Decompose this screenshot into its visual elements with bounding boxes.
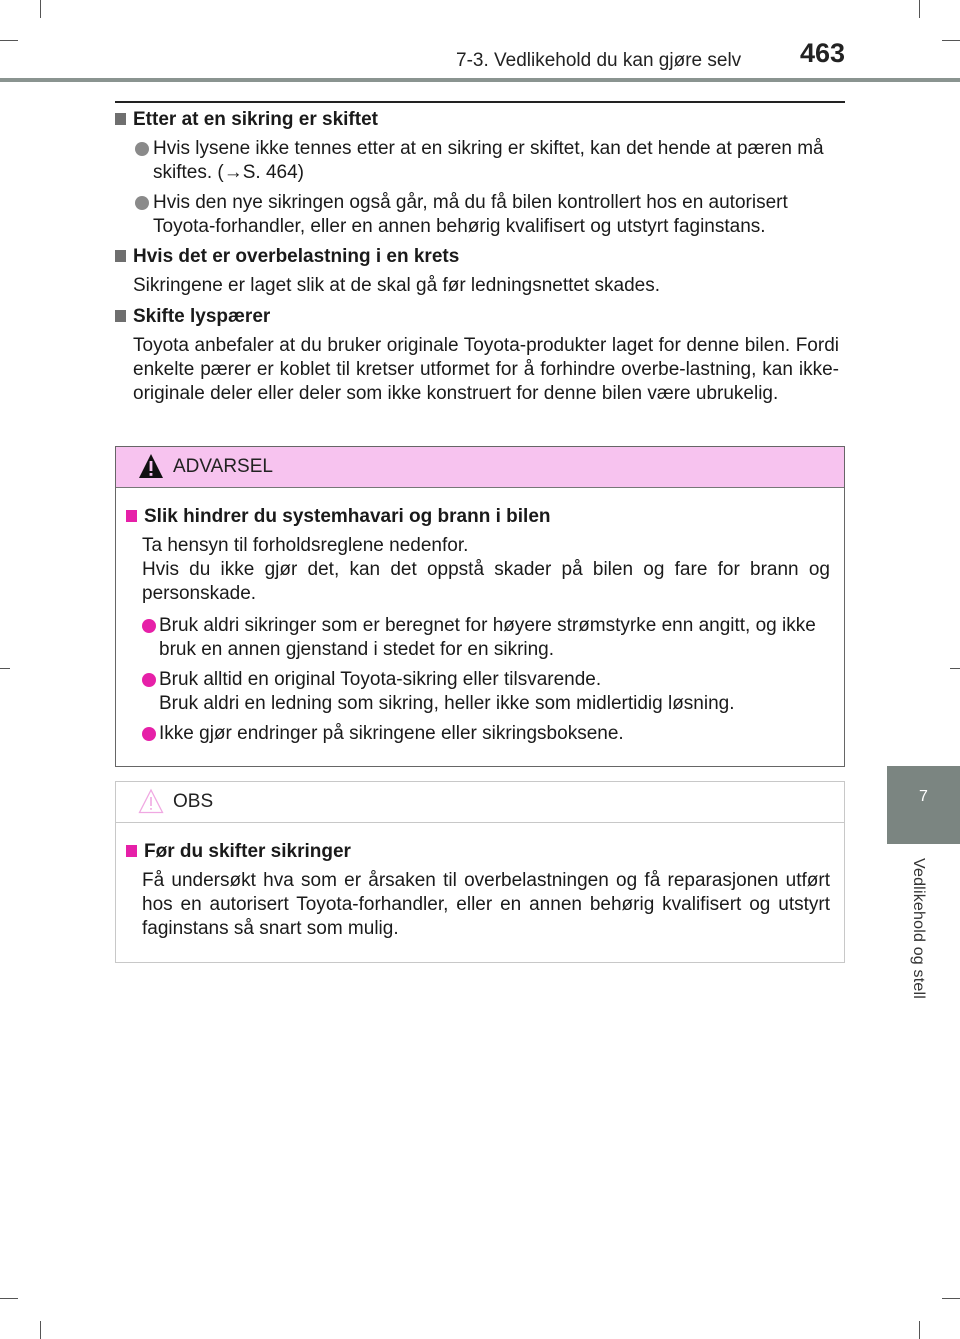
notice-box-header (116, 782, 844, 823)
circle-bullet-icon (135, 142, 149, 156)
crop-mark (942, 1298, 960, 1299)
chapter-tab (887, 766, 960, 844)
page-number: 463 (800, 38, 846, 68)
circle-bullet-icon (135, 196, 149, 210)
notice-box (115, 781, 845, 963)
notice-triangle-icon (138, 788, 164, 814)
circle-bullet-icon (142, 727, 156, 741)
warning-intro: Ta hensyn til forholdsreglene nedenfor. Hvis du ikke gjør det, kan det oppstå skader på bilen og fare for brann og personskade. (142, 535, 830, 604)
warning-triangle-icon (138, 453, 164, 479)
square-bullet-icon (115, 310, 126, 322)
notice-box-body (116, 823, 844, 941)
crop-mark (919, 0, 920, 18)
main-content (115, 108, 845, 413)
section-heading: Hvis det er overbelastning i en krets (115, 245, 845, 269)
chapter-title: 7-3. Vedlikehold du kan gjøre selv (456, 50, 742, 71)
notice-label: OBS (173, 791, 214, 812)
list-item: Ikke gjør endringer på sikringene eller sikringsboksene. (126, 722, 836, 746)
crop-mark (40, 1321, 41, 1339)
crop-mark (919, 1321, 920, 1339)
crop-mark (942, 40, 960, 41)
circle-bullet-icon (142, 673, 156, 687)
crop-mark (950, 668, 960, 669)
section-heading: Etter at en sikring er skiftet (115, 108, 845, 132)
crop-mark (0, 1298, 18, 1299)
crop-mark (0, 40, 18, 41)
circle-bullet-icon (142, 619, 156, 633)
crop-mark (0, 668, 10, 669)
square-bullet-icon (126, 510, 137, 522)
list-item: Hvis den nye sikringen også går, må du få bilen kontrollert hos en autorisert Toyota-forhandler, eller en annen behørig kvalifisert og utstyrt faginstans. (115, 191, 845, 239)
list-item: Bruk aldri sikringer som er beregnet for høyere strømstyrke enn angitt, og ikke bruk en annen gjenstand i stedet for en sikring. (126, 614, 836, 662)
warning-box (115, 446, 845, 767)
square-bullet-icon (115, 113, 126, 125)
square-bullet-icon (126, 845, 137, 857)
warning-box-body (116, 488, 844, 746)
warning-label: ADVARSEL (173, 456, 273, 477)
chapter-tab-label: Vedlikehold og stell (910, 858, 927, 999)
section-heading: Skifte lyspærer (115, 305, 845, 329)
list-item: Hvis lysene ikke tennes etter at en sikring er skiftet, kan det hende at pæren må skiftes. (→S. 464) (115, 137, 845, 185)
square-bullet-icon (115, 250, 126, 262)
header-rule (0, 78, 960, 82)
notice-text: Få undersøkt hva som er årsaken til overbelastningen og få reparasjonen utført hos en autorisert Toyota-forhandler, eller en annen behørig kvalifisert og utstyrt faginstans så snart som mulig. (142, 870, 830, 939)
crop-mark (40, 0, 41, 18)
warning-heading: Slik hindrer du systemhavari og brann i bilen (126, 505, 836, 529)
section-text: Sikringene er laget slik at de skal gå før ledningsnettet skades. (133, 275, 661, 296)
warning-box-header (116, 447, 844, 488)
chapter-tab-number: 7 (919, 788, 928, 805)
list-item: Bruk alltid en original Toyota-sikring eller tilsvarende. Bruk aldri en ledning som sikring, heller ikke som midlertidig løsning. (126, 668, 836, 716)
section-top-rule (115, 101, 845, 103)
notice-heading: Før du skifter sikringer (126, 840, 836, 864)
section-text: Toyota anbefaler at du bruker originale Toyota-produkter laget for denne bilen. Fordi enkelte pærer er koblet til kretser utformet for å forhindre overbe-lastning, kan ikke-originale deler eller deler som ikke konstruert for denne bilen være ubrukelig. (133, 335, 839, 404)
